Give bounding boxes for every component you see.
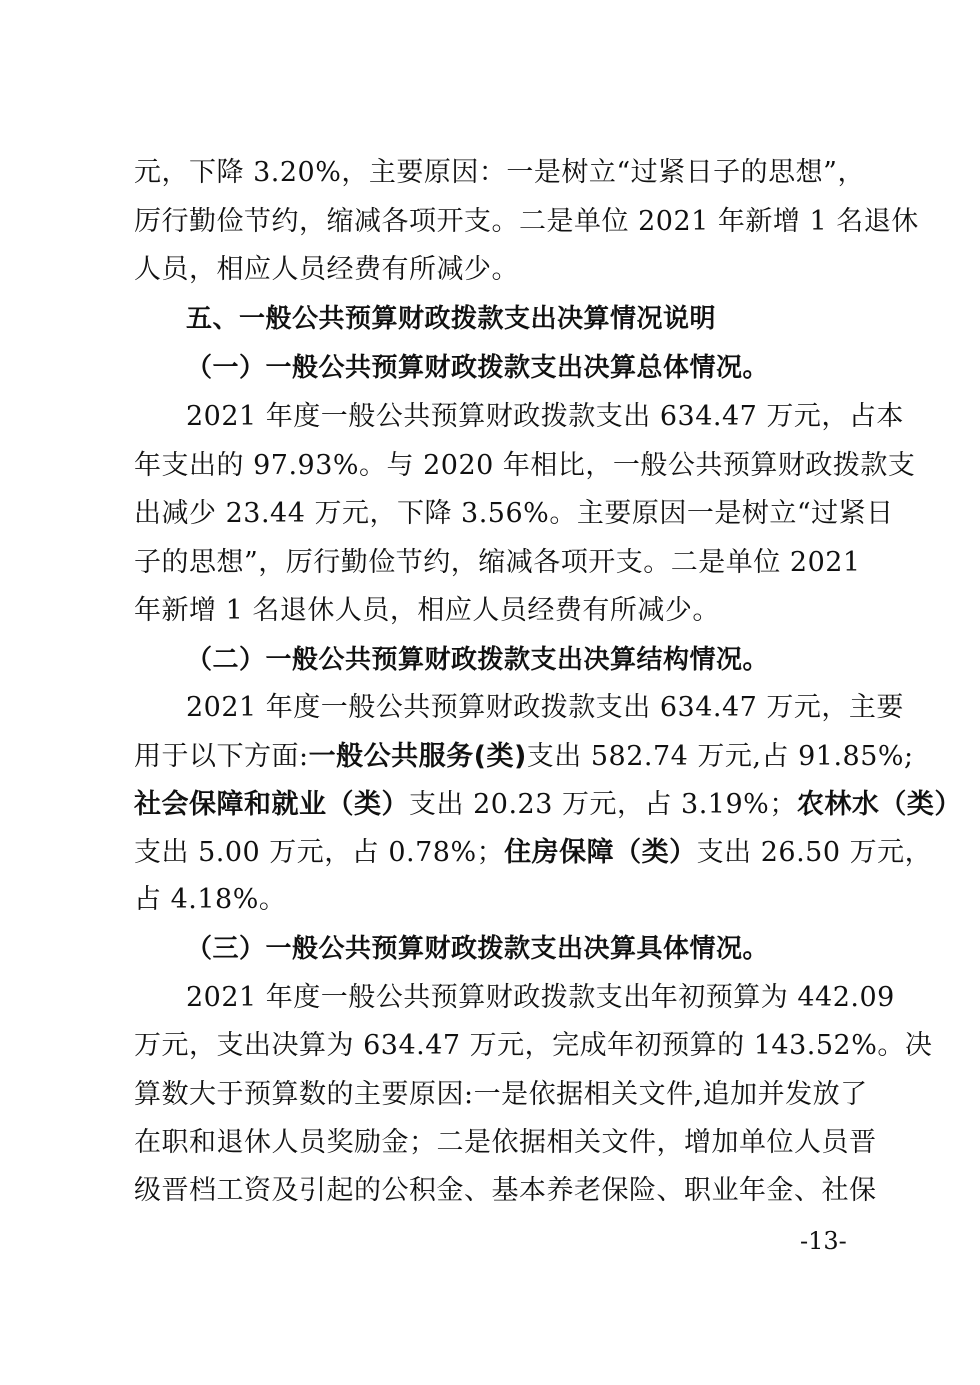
text-run: 支出 5.00 万元，占 0.78%； [134,837,505,868]
paragraph-line: 占 4.18%。 [134,884,287,915]
paragraph-line: 2021 年度一般公共预算财政拨款支出年初预算为 442.09 [186,982,895,1013]
section-title: 五、一般公共预算财政拨款支出决算情况说明 [186,304,717,334]
paragraph-line: 2021 年度一般公共预算财政拨款支出 634.47 万元，占本 [186,401,904,432]
paragraph-line [134,740,914,774]
paragraph-line: 出减少 23.44 万元，下降 3.56%。主要原因一是树立“过紧日 [134,498,894,529]
text-run: 支出 26.50 万元， [696,837,933,868]
text-run: 用于以下方面: [134,741,309,772]
page-number: -13- [800,1227,847,1255]
paragraph-line: 在职和退休人员奖励金；二是依据相关文件，增加单位人员晋 [134,1127,877,1158]
category-label: 一般公共服务(类) [308,741,527,772]
paragraph-line: 厉行勤俭节约，缩减各项开支。二是单位 2021 年新增 1 名退休 [134,206,919,237]
paragraph-line: 人员，相应人员经费有所减少。 [134,254,519,285]
category-label: 住房保障（类） [504,837,697,868]
paragraph-line [134,788,962,822]
subsection-title: （二）一般公共预算财政拨款支出决算结构情况。 [186,645,770,675]
paragraph-line: 算数大于预算数的主要原因:一是依据相关文件,追加并发放了 [134,1079,868,1110]
subsection-title: （一）一般公共预算财政拨款支出决算总体情况。 [186,353,770,383]
paragraph-line: 年支出的 97.93%。与 2020 年相比，一般公共预算财政拨款支 [134,450,916,481]
paragraph-line [134,836,933,870]
paragraph-line: 级晋档工资及引起的公积金、基本养老保险、职业年金、社保 [134,1175,877,1206]
text-run: 支出 20.23 万元，占 3.19%； [409,789,797,820]
paragraph-line: 子的思想”，厉行勤俭节约，缩减各项开支。二是单位 2021 [134,547,861,578]
category-label: 农林水（类） [796,789,962,820]
paragraph-line: 万元，支出决算为 634.47 万元，完成年初预算的 143.52%。决 [134,1030,933,1061]
subsection-title: （三）一般公共预算财政拨款支出决算具体情况。 [186,934,770,964]
category-label: 社会保障和就业（类） [134,789,409,820]
paragraph-line: 年新增 1 名退休人员，相应人员经费有所减少。 [134,595,720,626]
paragraph-line: 2021 年度一般公共预算财政拨款支出 634.47 万元，主要 [186,692,904,723]
text-run: 支出 582.74 万元,占 91.85%; [526,741,914,772]
paragraph-line: 元，下降 3.20%，主要原因：一是树立“过紧日子的思想”， [134,157,865,188]
